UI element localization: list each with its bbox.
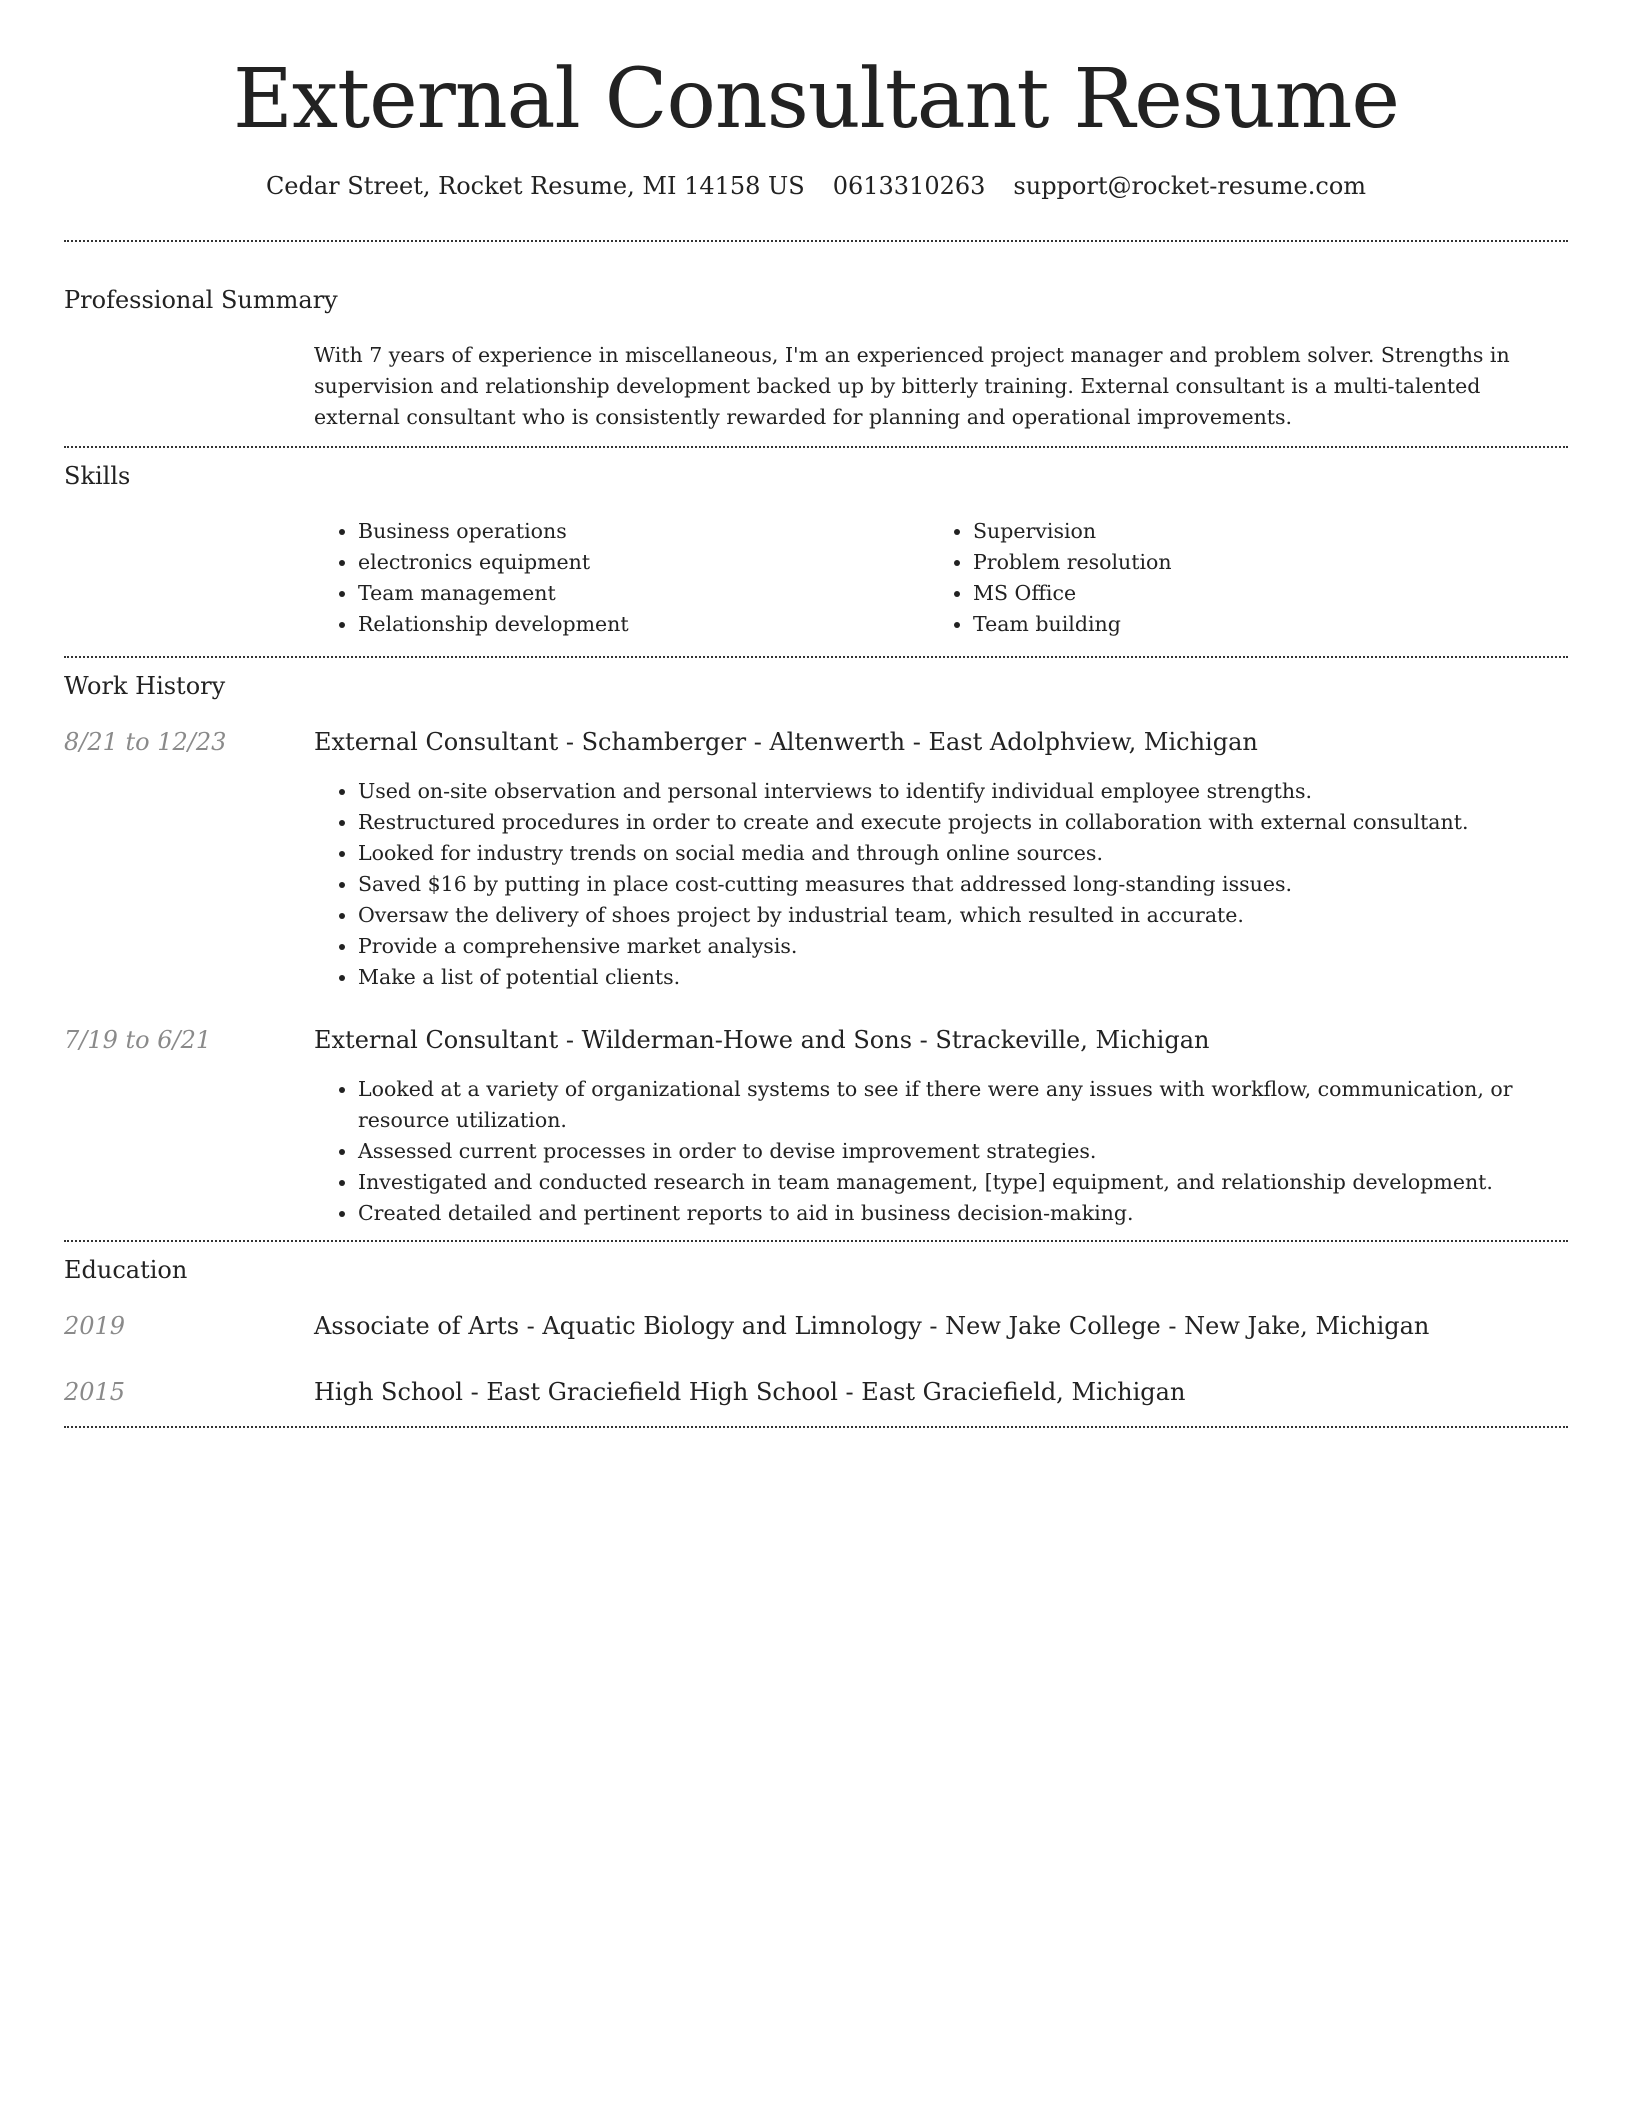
education-year: 2015 bbox=[64, 1378, 126, 1406]
job-bullet: • Created detailed and pertinent reports to aid in business decision-making. bbox=[358, 1198, 1568, 1229]
job-title: External Consultant bbox=[314, 728, 559, 756]
contact-info bbox=[64, 170, 1568, 202]
skill-item: • electronics equipment bbox=[358, 547, 914, 578]
skill-item: • MS Office bbox=[973, 578, 1529, 609]
contact-address: Cedar Street, Rocket Resume, MI 14158 US bbox=[265, 172, 805, 200]
contact-phone: 0613310263 bbox=[832, 172, 986, 200]
skills-heading: Skills bbox=[64, 462, 131, 490]
job-employer: - Wilderman-Howe and Sons - Strackeville, Michigan bbox=[558, 1026, 1210, 1054]
job-bullet: • Looked at a variety of organizational systems to see if there were any issues with workflow, communication, or resource utilization. bbox=[358, 1074, 1568, 1136]
job-bullet: • Oversaw the delivery of shoes project by industrial team, which resulted in accurate. bbox=[358, 900, 1568, 931]
job-bullet: • Looked for industry trends on social media and through online sources. bbox=[358, 838, 1568, 869]
job-heading bbox=[314, 726, 1258, 758]
education-year: 2019 bbox=[64, 1312, 126, 1340]
resume-title: External Consultant Resume bbox=[233, 52, 1399, 147]
job-bullet: • Restructured procedures in order to create and execute projects in collaboration with external consultant. bbox=[358, 807, 1568, 838]
job-bullet: • Saved $16 by putting in place cost-cutting measures that addressed long-standing issues. bbox=[358, 869, 1568, 900]
job-dates: 8/21 to 12/23 bbox=[64, 728, 227, 756]
skill-item: • Team building bbox=[973, 609, 1529, 640]
job-dates: 7/19 to 6/21 bbox=[64, 1026, 212, 1054]
education-degree: High School bbox=[314, 1378, 463, 1406]
divider bbox=[64, 656, 1568, 658]
work-history-heading: Work History bbox=[64, 672, 226, 700]
contact-email: support@rocket-resume.com bbox=[1013, 172, 1367, 200]
job-bullet: • Investigated and conducted research in team management, [type] equipment, and relationship development. bbox=[358, 1167, 1568, 1198]
skill-item: • Team management bbox=[358, 578, 914, 609]
divider bbox=[64, 446, 1568, 448]
job-bullet: • Used on-site observation and personal interviews to identify individual employee strengths. bbox=[358, 776, 1568, 807]
summary-heading: Professional Summary bbox=[64, 286, 338, 314]
skill-item: • Supervision bbox=[973, 516, 1529, 547]
job-title: External Consultant bbox=[314, 1026, 559, 1054]
skills-right-column bbox=[929, 516, 1529, 640]
job-bullet: • Make a list of potential clients. bbox=[358, 962, 1568, 993]
job-bullet: • Assessed current processes in order to devise improvement strategies. bbox=[358, 1136, 1568, 1167]
skill-item: • Relationship development bbox=[358, 609, 914, 640]
education-heading: Education bbox=[64, 1256, 188, 1284]
divider bbox=[64, 1240, 1568, 1242]
divider bbox=[64, 240, 1568, 242]
education-school: - New Jake College - New Jake, Michigan bbox=[921, 1312, 1430, 1340]
skills-left-column bbox=[314, 516, 914, 640]
job-bullet: • Provide a comprehensive market analysis. bbox=[358, 931, 1568, 962]
education-heading-line bbox=[314, 1310, 1429, 1342]
divider bbox=[64, 1426, 1568, 1428]
education-school: - East Graciefield High School - East Graciefield, Michigan bbox=[462, 1378, 1186, 1406]
skill-item: • Business operations bbox=[358, 516, 914, 547]
education-degree: Associate of Arts - Aquatic Biology and Limnology bbox=[314, 1312, 922, 1340]
job-heading bbox=[314, 1024, 1209, 1056]
job-employer: - Schamberger - Altenwerth - East Adolphview, Michigan bbox=[558, 728, 1258, 756]
education-heading-line bbox=[314, 1376, 1185, 1408]
job-bullets bbox=[314, 1074, 1568, 1229]
job-bullets bbox=[314, 776, 1568, 993]
skill-item: • Problem resolution bbox=[973, 547, 1529, 578]
summary-text: With 7 years of experience in miscellaneous, I'm an experienced project manager and problem solver. Strengths in supervision and relationship development backed up by bitterly training. External consultant is a multi-talented external consultant who is consistently rewarded for planning and operational improvements. bbox=[314, 343, 1510, 429]
